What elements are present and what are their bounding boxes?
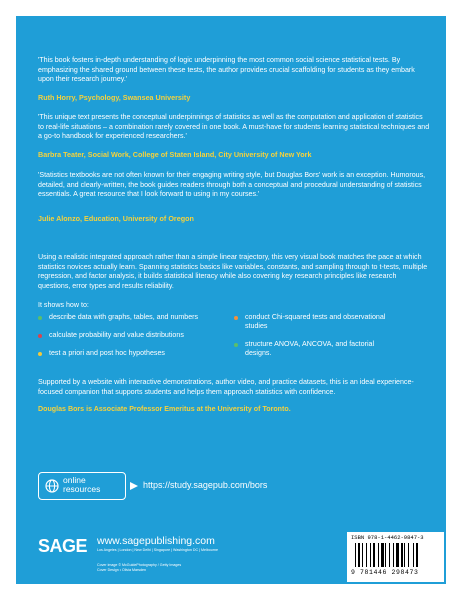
book-description: Using a realistic integrated approach rather than a simple linear trajectory, this very visual book matches the pace at which statistics novices actually learn. Spanning statistics basics like variables, constants, and sampling through to t-tests, multiple regression, and factor analysis, it builds statistical literacy while also covering key research principles like research questions, error types and results reliability. <box>38 253 428 290</box>
barcode-stripe <box>370 543 371 567</box>
barcode-stripe <box>416 543 418 567</box>
bullet-dot <box>234 343 238 347</box>
review-attribution-1: Ruth Horry, Psychology, Swansea University <box>38 93 191 102</box>
arrow-right-icon <box>130 482 138 490</box>
companion-website-link[interactable]: https://study.sagepub.com/bors <box>143 480 268 490</box>
bullet-item: calculate probability and value distributions <box>49 331 184 339</box>
online-resources-label-2: resources <box>63 484 101 494</box>
barcode-stripe <box>389 543 390 567</box>
barcode-stripe <box>381 543 384 567</box>
barcode-stripe <box>358 543 360 567</box>
review-attribution-3: Julie Alonzo, Education, University of Oregon <box>38 214 194 223</box>
barcode-stripe <box>401 543 403 567</box>
bullet-item: describe data with graphs, tables, and numbers <box>49 313 199 321</box>
barcode-panel <box>347 532 444 582</box>
bullet-item: structure ANOVA, ANCOVA, and factorial designs. <box>245 340 375 358</box>
barcode-stripe <box>373 543 375 567</box>
bullet-dot <box>234 316 238 320</box>
shows-how-to-intro: It shows how to: <box>38 301 89 309</box>
barcode-stripe <box>385 543 386 567</box>
bullet-item: conduct Chi-squared tests and observational studies <box>245 313 386 331</box>
online-resources-badge <box>38 472 126 500</box>
barcode-stripe <box>413 543 414 567</box>
review-quote-1: 'This book fosters in-depth understanding of logic underpinning the most common social science statistical tests. By emphasizing the shared ground between these tests, the author provides crucial scaffolding for students as they embark upon their research journey.' <box>38 56 415 84</box>
barcode-stripe <box>393 543 394 567</box>
barcode-stripe <box>362 543 363 567</box>
bullet-item: test a priori and post hoc hypotheses <box>49 349 165 357</box>
publisher-cities: Los Angeles | London | New Delhi | Singapore | Washington DC | Melbourne <box>97 548 219 552</box>
cover-design-credit: Cover Design • Olivia Marsden <box>97 568 146 572</box>
bullet-dot <box>38 316 42 320</box>
isbn-label: ISBN 978-1-4462-9847-3 <box>351 534 424 541</box>
barcode-stripe <box>396 543 399 567</box>
online-resources-label-1: online <box>63 475 86 485</box>
author-bio-text: is Associate Professor Emeritus at the University of Toronto. <box>84 405 291 413</box>
barcode-stripe <box>355 543 356 567</box>
author-name: Douglas Bors <box>38 405 85 413</box>
review-quote-3: 'Statistics textbooks are not often known for their engaging writing style, but Douglas Bors' work is an exception. Humorous, detailed, and clearly-written, the book guides readers through both a conceptual and procedural understanding of statistics essentials. A great resource that I look forward to using in my courses.' <box>38 171 426 199</box>
back-cover <box>16 16 446 584</box>
review-quote-2: 'This unique text presents the conceptual underpinnings of statistics as well as the computation and application of statistics to real-life situations – a combination rarely covered in one book. A must-have for students learning statistical techniques and a go-to handbook for experienced researchers.' <box>38 113 430 141</box>
barcode-stripe <box>366 543 367 567</box>
globe-icon <box>45 479 59 493</box>
sage-logo: SAGE <box>38 536 88 556</box>
publisher-website: www.sagepublishing.com <box>97 535 215 547</box>
support-text: Supported by a website with interactive demonstrations, author video, and practice datasets, this is an ideal experience-focused companion that supports students and helps them approach statistics with confidence. <box>38 378 414 396</box>
bullet-dot <box>38 334 42 338</box>
barcode-stripe <box>408 543 409 567</box>
isbn-number: 9 781446 298473 <box>351 569 419 576</box>
bullet-dot <box>38 352 42 356</box>
cover-image-credit: Cover image © McGuidePhotography / Getty Images <box>97 563 182 567</box>
barcode <box>355 543 437 567</box>
review-attribution-2: Barbra Teater, Social Work, College of Staten Island, City University of New York <box>38 150 312 159</box>
barcode-stripe <box>404 543 405 567</box>
barcode-stripe <box>378 543 379 567</box>
author-bio <box>38 405 430 415</box>
